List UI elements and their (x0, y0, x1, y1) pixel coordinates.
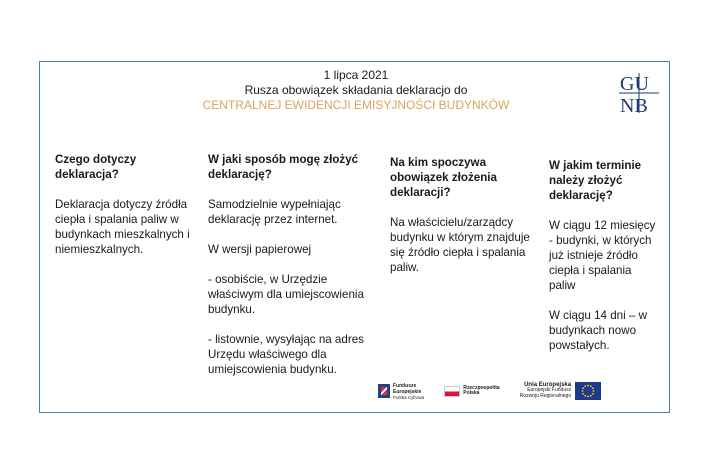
fe-mark-icon (378, 384, 390, 398)
eu-star (592, 387, 594, 389)
column-heading: Na kim spoczywa obowiązek złożenia deklaracji? (390, 156, 497, 199)
column-when (549, 158, 661, 368)
column-text: Na właścicielu/zarządcy budynku w którym znajduje się źródło ciepła i spalania paliw. (390, 216, 530, 274)
eu-star (587, 385, 589, 387)
rp-line1: Rzeczpospolita (463, 384, 500, 391)
eu-star (582, 390, 584, 392)
eu-star (592, 393, 594, 395)
eu-star (590, 385, 592, 387)
column-heading: W jakim terminie należy złożyć deklarację? (549, 159, 642, 202)
eu-star (584, 395, 586, 397)
column-what (55, 152, 195, 272)
fe-line2: Europejskie (393, 388, 422, 395)
column-text: W wersji papierowej (208, 243, 312, 256)
eu-star (587, 396, 589, 398)
column-heading: W jaki sposób mogę złożyć deklarację? (208, 153, 359, 181)
eu-star (584, 385, 586, 387)
ue-line2: Europejski Fundusz (527, 387, 572, 394)
rp-line2: Polska (463, 390, 480, 396)
header-date: 1 lipca 2021 (323, 68, 389, 82)
fundusze-europejskie-logo (378, 383, 424, 400)
funding-logos (378, 380, 601, 402)
logo-bottom-text: NB (620, 95, 648, 115)
ue-line3: Rozwoju Regionalnego (519, 392, 572, 399)
column-text: - listownie, wysyłając na adres Urzędu właściwego dla umiejscowienia budynku. (208, 333, 364, 376)
eu-logo (520, 382, 601, 400)
column-text: W ciągu 12 miesięcy - budynki, w których już istnieje źródło ciepła i spalania paliw (549, 219, 656, 292)
header (0, 68, 712, 113)
fe-line1: Fundusze (393, 382, 417, 389)
polish-flag-icon (444, 386, 460, 397)
rzeczpospolita-logo (444, 386, 499, 397)
ue-line1: Unia Europejska (524, 381, 572, 388)
eu-star (582, 393, 584, 395)
column-who (390, 155, 540, 290)
header-registry-title: CENTRALNEJ EWIDENCJI EMISYJNOŚCI BUDYNKÓW (202, 98, 510, 112)
fe-line3: Polska Cyfrowa (393, 394, 425, 400)
header-subtitle: Rusza obowiązek składania deklaracjo do (244, 83, 468, 97)
column-text: Samodzielnie wypełniając deklarację przez internet. (208, 198, 341, 226)
eu-star (590, 395, 592, 397)
eu-star (582, 387, 584, 389)
column-how (208, 152, 378, 392)
column-text: Deklaracja dotyczy źródła ciepła i spalania paliw w budynkach mieszkalnych i niemieszkalnych. (55, 198, 190, 256)
eu-star (593, 390, 595, 392)
column-heading: Czego dotyczy deklaracja? (55, 153, 137, 181)
gunb-logo (617, 71, 661, 115)
eu-flag-icon (575, 382, 601, 400)
logo-top-text: GU (620, 73, 649, 95)
column-text: - osobiście, w Urzędzie właściwym dla umiejscowienia budynku. (208, 273, 364, 316)
column-text: W ciągu 14 dni – w budynkach nowo powstałych. (549, 309, 647, 352)
